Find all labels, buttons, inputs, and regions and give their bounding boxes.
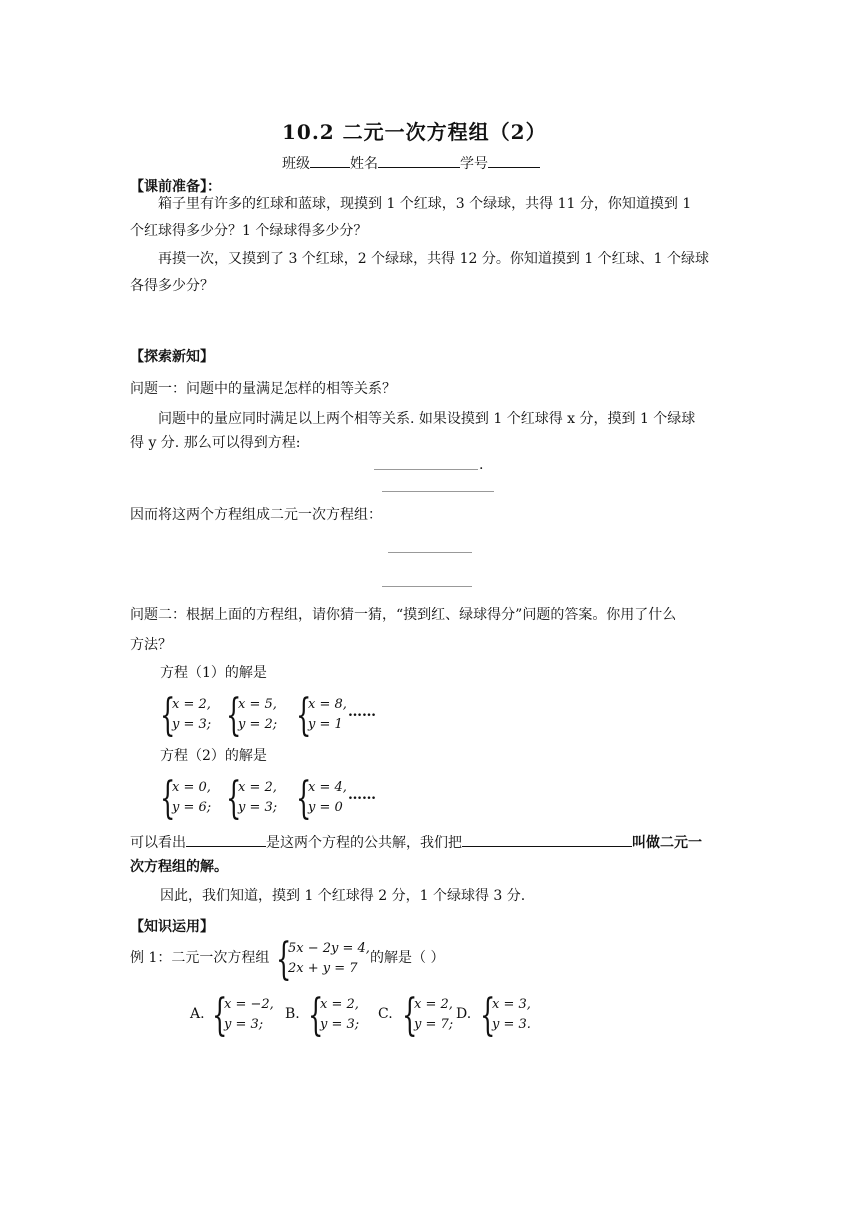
prep-p1-line2: 个红球得多少分？1 个绿球得多少分？: [130, 223, 368, 239]
question-two-line1: 问题二：根据上面的方程组，请你猜一猜，“摸到红、绿球得分”问题的答案。你用了什么: [130, 607, 677, 623]
brace-icon: {: [296, 773, 312, 824]
id-label: 学号: [460, 156, 488, 172]
common-solution-line: 可以看出 是这两个方程的公共解，我们把 叫做二元一: [130, 831, 702, 853]
option-b-label: B.: [285, 1006, 300, 1022]
definition-blank: [462, 831, 632, 847]
class-label: 班级: [282, 156, 310, 172]
page-title: 10.2 二元一次方程组（2）: [282, 120, 547, 144]
brace-icon: {: [480, 990, 496, 1041]
conclusion-text: 因此，我们知道，摸到 1 个红球得 2 分，1 个绿球得 3 分.: [160, 888, 526, 904]
eq1-solution-1: { x = 2, y = 3;: [160, 690, 212, 741]
prep-heading: 【课前准备】：: [130, 179, 221, 195]
brace-icon: {: [160, 773, 176, 824]
eq2-solution-3: { x = 4, y = 0: [296, 773, 347, 824]
brace-icon: {: [226, 773, 242, 824]
eq2-solution-label: 方程（2）的解是: [160, 748, 267, 764]
equation-blank-1: [374, 469, 478, 470]
example1-prefix: 例 1：二元一次方程组: [130, 950, 270, 966]
option-b-system: { x = 2, y = 3;: [308, 990, 360, 1041]
question-one: 问题一：问题中的量满足怎样的相等关系？: [130, 381, 396, 397]
equation-period: .: [479, 457, 484, 473]
option-d-system: { x = 3, y = 3.: [480, 990, 531, 1041]
name-label: 姓名: [350, 156, 378, 172]
id-blank: [488, 152, 540, 168]
option-a-label: A.: [190, 1006, 205, 1022]
eq1-ellipsis: ……: [348, 704, 376, 720]
eq2-solution-1: { x = 0, y = 6;: [160, 773, 212, 824]
system-blank-1: [388, 552, 472, 553]
brace-icon: {: [308, 990, 324, 1041]
common-solution-blank: [186, 831, 266, 847]
system-blank-2: [382, 586, 472, 587]
option-c-label: C.: [378, 1006, 393, 1022]
brace-icon: {: [160, 690, 176, 741]
option-a-system: { x = −2, y = 3;: [212, 990, 274, 1041]
option-c-system: { x = 2, y = 7;: [402, 990, 454, 1041]
prep-p2-line2: 各得多少分？: [130, 278, 214, 294]
common-solution-line2: 次方程组的解。: [130, 859, 228, 875]
equation-blank-2: [382, 491, 494, 492]
brace-icon: {: [226, 690, 242, 741]
eq1-solution-label: 方程（1）的解是: [160, 665, 267, 681]
q1-answer-line1: 问题中的量应同时满足以上两个相等关系. 如果设摸到 1 个红球得 x 分，摸到 1 个绿球: [158, 411, 696, 427]
prep-p2-line1: 再摸一次，又摸到了 3 个红球，2 个绿球，共得 12 分。你知道摸到 1 个红球、1 个绿球: [158, 251, 710, 267]
prep-p1-line1: 箱子里有许多的红球和蓝球，现摸到 1 个红球，3 个绿球，共得 11 分，你知道摸到 1: [158, 196, 692, 212]
example1-suffix: 的解是（ ）: [370, 950, 445, 966]
brace-icon: {: [276, 934, 292, 985]
example1-system: { 5x − 2y = 4, 2x + y = 7: [276, 934, 370, 985]
eq2-solution-2: { x = 2, y = 3;: [226, 773, 278, 824]
eq1-solution-3: { x = 8, y = 1: [296, 690, 347, 741]
question-two-line2: 方法？: [130, 637, 172, 653]
apply-heading: 【知识运用】: [130, 919, 214, 935]
brace-icon: {: [402, 990, 418, 1041]
student-info-line: [282, 152, 540, 174]
brace-icon: {: [212, 990, 228, 1041]
combine-text: 因而将这两个方程组成二元一次方程组：: [130, 507, 382, 523]
brace-icon: {: [296, 690, 312, 741]
option-d-label: D.: [456, 1006, 472, 1022]
eq1-solution-2: { x = 5, y = 2;: [226, 690, 278, 741]
name-blank: [378, 152, 460, 168]
q1-answer-line2: 得 y 分. 那么可以得到方程:: [130, 435, 301, 451]
class-blank: [310, 152, 350, 168]
eq2-ellipsis: ……: [348, 787, 376, 803]
explore-heading: 【探索新知】: [130, 349, 214, 365]
